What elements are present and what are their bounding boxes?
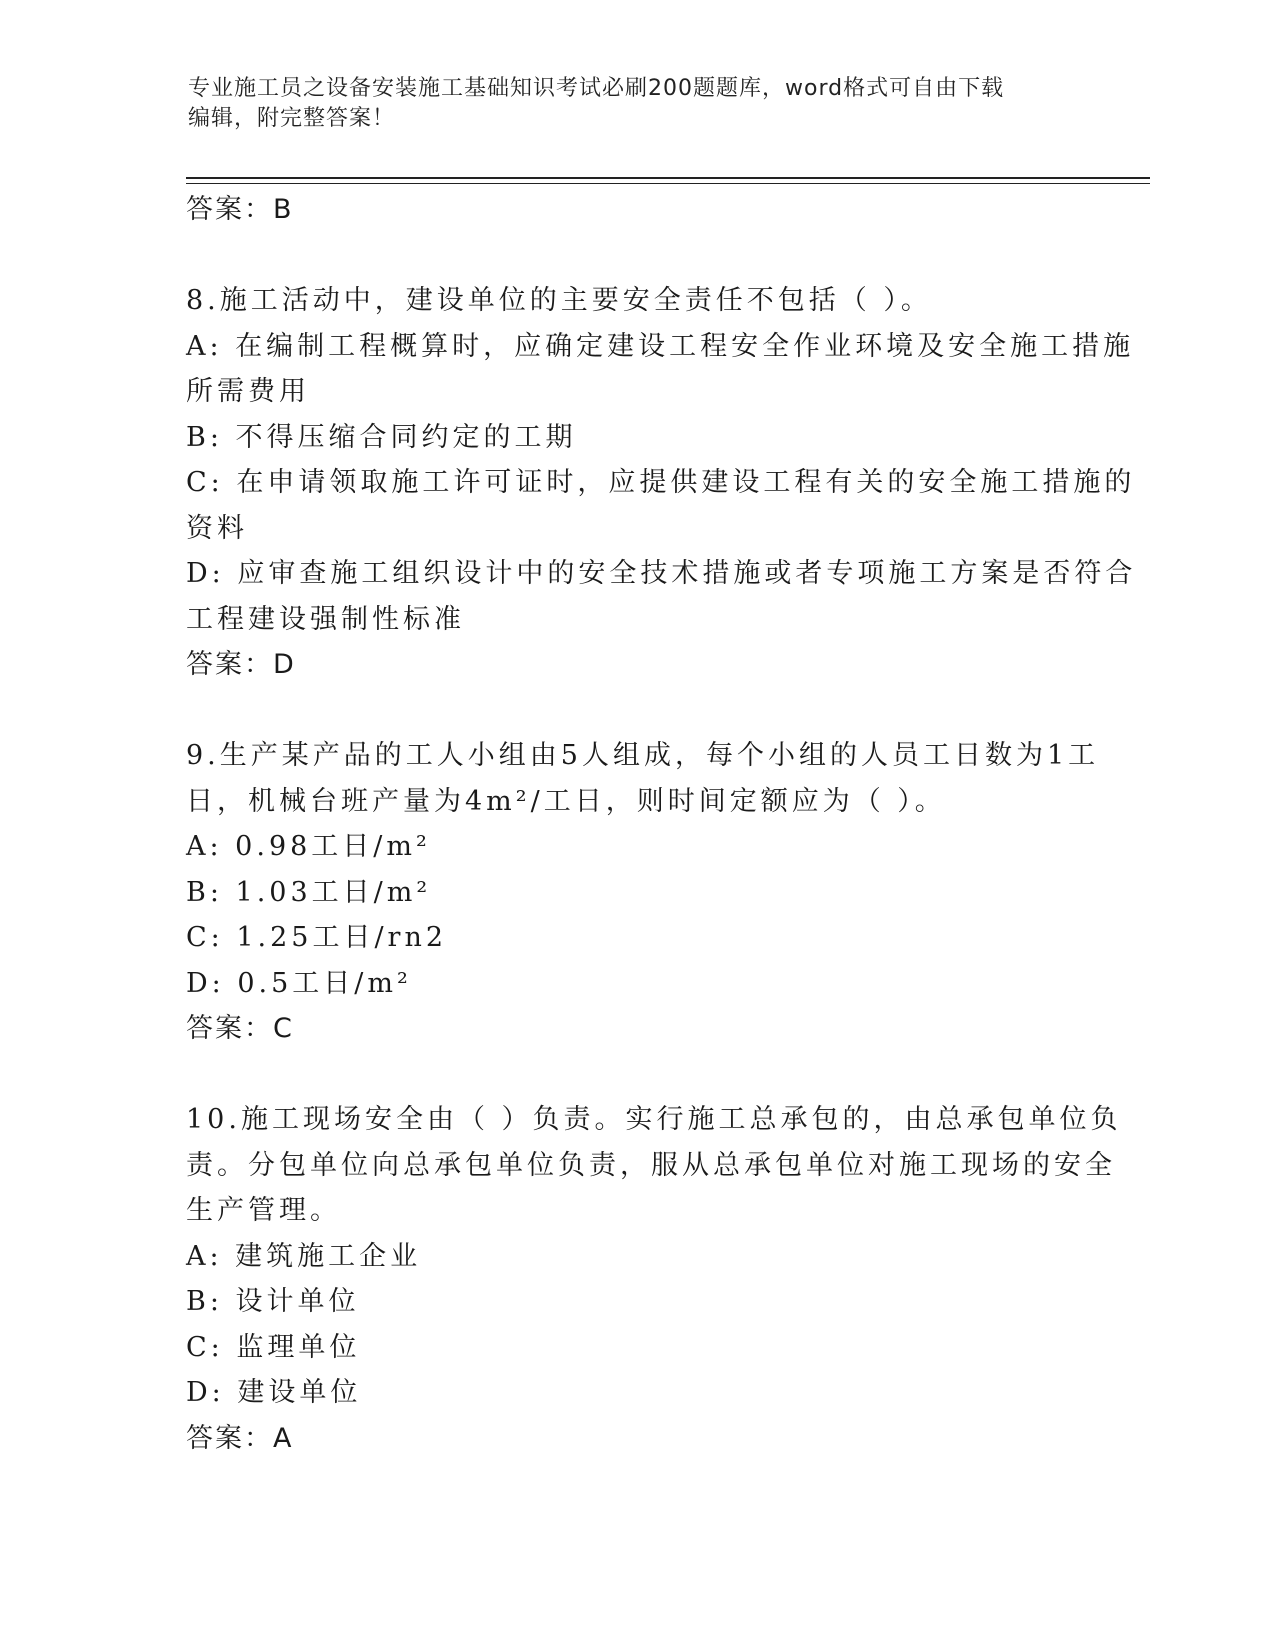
question-stem-continued: 责。分包单位向总承包单位负责，服从总承包单位对施工现场的安全 xyxy=(186,1149,1116,1181)
question-stem-continued: 日，机械台班产量为4m²/工日，则时间定额应为（ ）。 xyxy=(186,785,946,817)
question-stem: 9.生产某产品的工人小组由5人组成，每个小组的人员工日数为1工 xyxy=(186,740,1100,771)
option-c: C: 在申请领取施工许可证时，应提供建设工程有关的安全施工措施的 xyxy=(186,467,1136,498)
question-9 xyxy=(186,733,1100,1052)
option-c: C: 1.25工日/rn2 xyxy=(186,922,448,953)
header-line-1: 专业施工员之设备安装施工基础知识考试必刷200题题库，word格式可自由下载 xyxy=(188,76,1005,101)
question-stem: 10.施工现场安全由（ ）负责。实行施工总承包的，由总承包单位负 xyxy=(186,1104,1122,1135)
question-10 xyxy=(186,1097,1122,1461)
option-a-continued: 所需费用 xyxy=(186,376,310,407)
answer-7: 答案：B xyxy=(186,194,294,225)
spacer xyxy=(186,688,1086,734)
answer-8: 答案：D xyxy=(186,649,296,680)
header-rule-thin xyxy=(186,183,1150,184)
option-c: C: 监理单位 xyxy=(186,1331,361,1363)
option-d: D: 建设单位 xyxy=(186,1377,362,1408)
answer-10: 答案：A xyxy=(186,1422,294,1454)
spacer xyxy=(186,233,1086,279)
question-list xyxy=(186,187,1137,1461)
option-a: A: 在编制工程概算时，应确定建设工程安全作业环境及安全施工措施 xyxy=(186,330,1135,362)
option-a: A: 建筑施工企业 xyxy=(186,1240,422,1272)
page-header xyxy=(188,74,1068,134)
option-b: B: 设计单位 xyxy=(186,1286,360,1317)
option-b: B: 1.03工日/m² xyxy=(186,876,432,908)
option-a: A: 0.98工日/m² xyxy=(186,831,431,862)
question-stem-continued: 生产管理。 xyxy=(186,1195,341,1226)
question-8 xyxy=(186,278,1137,688)
answer-9: 答案：C xyxy=(186,1013,294,1044)
option-b: B: 不得压缩合同约定的工期 xyxy=(186,421,577,453)
header-rule-thick xyxy=(186,177,1150,179)
spacer xyxy=(186,1052,1086,1098)
option-d-continued: 工程建设强制性标准 xyxy=(186,603,465,635)
question-stem: 8.施工活动中，建设单位的主要安全责任不包括（ ）。 xyxy=(186,285,932,316)
header-line-2: 编辑，附完整答案！ xyxy=(188,106,396,131)
option-c-continued: 资料 xyxy=(186,512,248,544)
option-d: D: 0.5工日/m² xyxy=(186,967,412,999)
option-d: D: 应审查施工组织设计中的安全技术措施或者专项施工方案是否符合 xyxy=(186,558,1137,589)
